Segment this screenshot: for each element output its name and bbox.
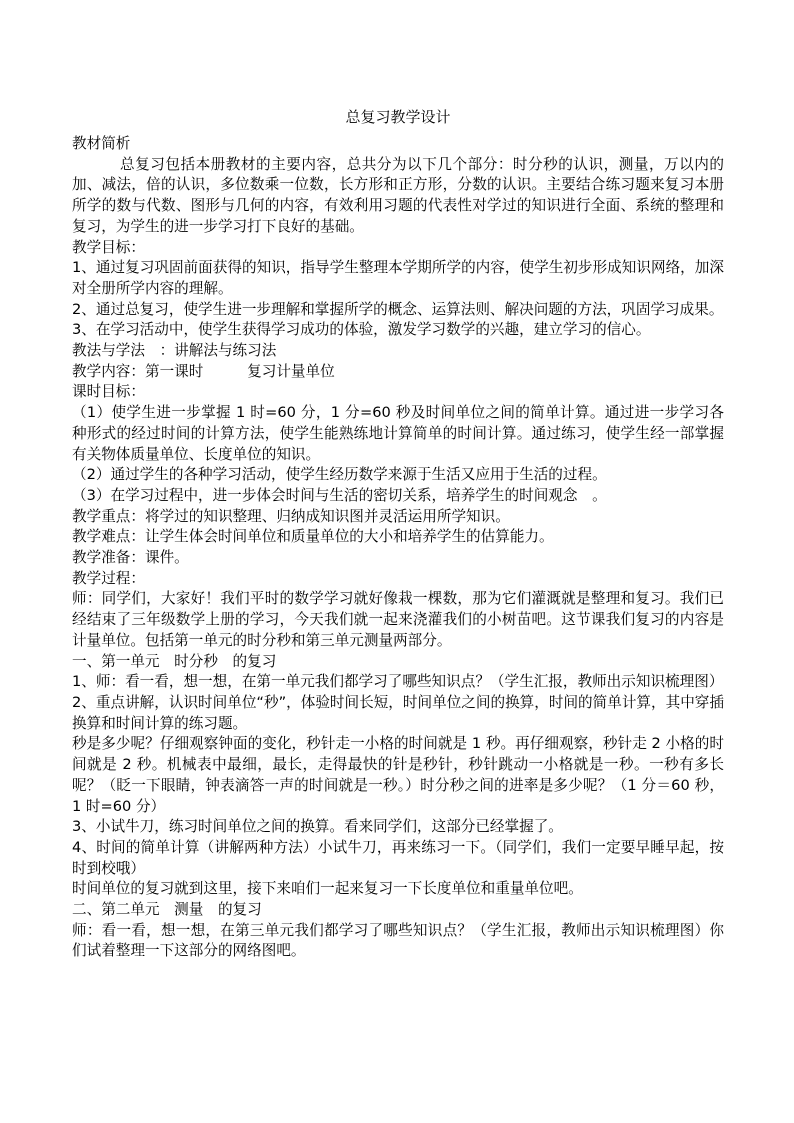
unit-one-step-2: 2、重点讲解，认识时间单位“秒”，体验时间长短，时间单位之间的换算，时间的简单计算，其中穿插换算和时间计算的练习题。 bbox=[72, 693, 724, 732]
unit-two-step-1: 师：看一看，想一想，在第三单元我们都学习了哪些知识点？（学生汇报，教师出示知识梳理图）你们试着整理一下这部分的网络图吧。 bbox=[72, 921, 724, 960]
paragraph-seconds-explanation: 秒是多少呢？仔细观察钟面的变化，秒针走一小格的时间就是 1 秒。再仔细观察，秒针走 2 小格的时间就是 2 秒。机械表中最细，最长，走得最快的针是秒针，秒针跳动一小格就是一秒。一秒有多长呢？（眨一下眼睛，钟表滴答一声的时间就是一秒。）时分秒之间的进率是多少呢？（1 分＝60 秒，1 时=60 分） bbox=[72, 735, 724, 815]
unit-one-step-4: 4、时间的简单计算（讲解两种方法）小试牛刀，再来练习一下。（同学们，我们一定要早睡早起，按时到校哦） bbox=[72, 838, 724, 877]
teaching-content: 教学内容：第一课时 复习计量单位 bbox=[72, 362, 335, 380]
section-heading-lesson-goals: 课时目标： bbox=[72, 383, 145, 401]
section-heading-teaching-process: 教学过程： bbox=[72, 569, 145, 587]
section-heading-teaching-goals: 教学目标： bbox=[72, 238, 145, 256]
teaching-key-points: 教学重点：将学过的知识整理、归纳成知识图并灵活运用所学知识。 bbox=[72, 507, 510, 525]
section-heading-unit-one: 一、第一单元 时分秒 的复习 bbox=[72, 652, 277, 670]
paragraph-introduction: 师：同学们，大家好！我们平时的数学学习就好像栽一棵数，那为它们灌溉就是整理和复习。我们已经结束了三年级数学上册的学习，今天我们就一起来浇灌我们的小树苗吧。这节课我们复习的内容是计量单位。包括第一单元的时分秒和第三单元测量两部分。 bbox=[72, 590, 724, 649]
unit-one-step-1: 1、师：看一看，想一想，在第一单元我们都学习了哪些知识点？（学生汇报，教师出示知识梳理图） bbox=[72, 673, 724, 691]
teaching-goal-2: 2、通过总复习，使学生进一步理解和掌握所学的概念、运算法则、解决问题的方法，巩固学习成果。 bbox=[72, 300, 724, 318]
document-page bbox=[72, 104, 724, 962]
teaching-goal-1: 1、通过复习巩固前面获得的知识，指导学生整理本学期所学的内容，使学生初步形成知识网络，加深对全册所学内容的理解。 bbox=[72, 259, 724, 297]
teaching-preparation: 教学准备：课件。 bbox=[72, 549, 189, 567]
unit-one-step-3: 3、小试牛刀，练习时间单位之间的换算。看来同学们，这部分已经掌握了。 bbox=[72, 818, 563, 836]
paragraph-textbook-analysis: 总复习包括本册教材的主要内容，总共分为以下几个部分：时分秒的认识，测量，万以内的加、减法，倍的认识，多位数乘一位数，长方形和正方形，分数的认识。主要结合练习题来复习本册所学的数与代数、图形与几何的内容，有效利用习题的代表性对学过的知识进行全面、系统的整理和复习，为学生的进一步学习打下良好的基础。 bbox=[72, 155, 724, 235]
section-heading-textbook-analysis: 教材简析 bbox=[72, 135, 131, 152]
lesson-goal-3: （3）在学习过程中，进一步体会时间与生活的密切关系，培养学生的时间观念 。 bbox=[72, 486, 607, 504]
teaching-goal-3: 3、在学习活动中，使学生获得学习成功的体验，激发学习数学的兴趣，建立学习的信心。 bbox=[72, 321, 651, 339]
teaching-difficulties: 教学难点：让学生体会时间单位和质量单位的大小和培养学生的估算能力。 bbox=[72, 528, 554, 546]
paragraph-transition: 时间单位的复习就到这里，接下来咱们一起来复习一下长度单位和重量单位吧。 bbox=[72, 880, 583, 898]
lesson-goal-2: （2）通过学生的各种学习活动，使学生经历数学来源于生活又应用于生活的过程。 bbox=[72, 466, 607, 484]
teaching-methods: 教法与学法 ：讲解法与练习法 bbox=[72, 342, 277, 360]
section-heading-unit-two: 二、第二单元 测量 的复习 bbox=[72, 901, 262, 919]
lesson-goal-1: （1）使学生进一步掌握 1 时=60 分，1 分=60 秒及时间单位之间的简单计算。通过进一步学习各种形式的经过时间的计算方法，使学生能熟练地计算简单的时间计算。通过练习，使学生经一部掌握有关物体质量单位、长度单位的知识。 bbox=[72, 404, 724, 463]
document-title: 总复习教学设计 bbox=[345, 108, 451, 126]
